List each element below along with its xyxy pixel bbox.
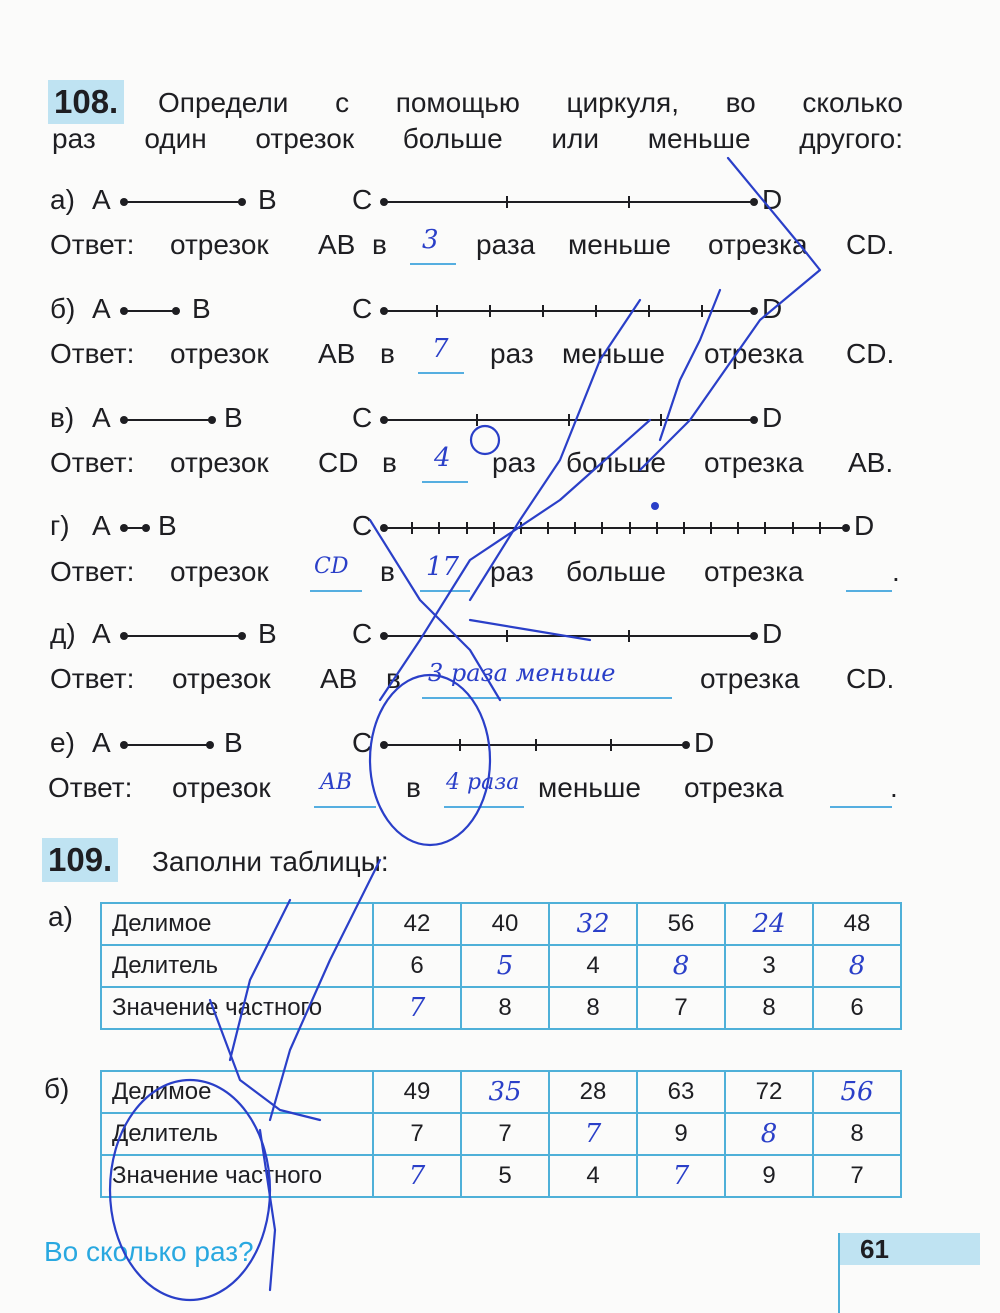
answer-blank[interactable] — [310, 590, 362, 592]
answer-blank[interactable] — [410, 263, 456, 265]
point-b — [206, 741, 214, 749]
answer-word: отрезок — [170, 447, 269, 478]
table-cell[interactable] — [461, 1071, 549, 1113]
point-a — [120, 198, 128, 206]
answer-word: отрезок — [170, 556, 269, 587]
tick — [466, 522, 468, 534]
word: во — [725, 87, 756, 118]
answer-first-handwritten: CD — [314, 554, 349, 579]
tick — [792, 522, 794, 534]
answer-blank[interactable] — [422, 697, 672, 699]
point-a-label: A — [92, 402, 111, 433]
table-row — [101, 987, 901, 1029]
point-b-label: B — [224, 402, 243, 433]
tick — [656, 522, 658, 534]
point-a — [120, 741, 128, 749]
table-cell: 28 — [549, 1071, 637, 1113]
answer-word: отрезок — [170, 338, 269, 369]
answer-rest: меньше — [538, 772, 641, 803]
point-d — [750, 632, 758, 640]
table-cell: 9 — [725, 1155, 813, 1197]
table-cell: 8 — [461, 987, 549, 1029]
answer-blank[interactable] — [830, 806, 892, 808]
table-row — [101, 1113, 901, 1155]
table-cell[interactable] — [725, 1113, 813, 1155]
table-cell: 5 — [461, 1155, 549, 1197]
answer-prefix: Ответ: — [50, 663, 135, 694]
tick — [493, 522, 495, 534]
tick — [601, 522, 603, 534]
tick — [595, 305, 597, 317]
handwritten-cell-value: 8 — [672, 951, 690, 981]
answer-rest: отрезка — [704, 447, 804, 478]
tick — [610, 739, 612, 751]
point-b — [172, 307, 180, 315]
handwritten-cell-value: 7 — [672, 1161, 690, 1191]
point-d-label: D — [762, 618, 783, 649]
segment-cd — [384, 310, 754, 312]
task-108-line-1 — [158, 86, 903, 120]
answer-rest: CD. — [846, 229, 895, 260]
point-b — [208, 416, 216, 424]
answer-filled: 3 — [422, 225, 439, 255]
word: с — [335, 87, 350, 118]
point-b-label: B — [258, 184, 277, 215]
segment-cd — [384, 744, 686, 746]
point-a-label: A — [92, 727, 111, 758]
answer-rest: раз — [490, 556, 534, 587]
tick — [660, 414, 662, 426]
word: меньше — [647, 123, 751, 154]
table-cell: 4 — [549, 945, 637, 987]
table-cell: 7 — [373, 1113, 461, 1155]
tick — [411, 522, 413, 534]
item-letter: б) — [50, 293, 76, 324]
tick — [547, 522, 549, 534]
answer-first: AB — [318, 229, 356, 260]
item-letter: а) — [50, 184, 75, 215]
point-b-label: B — [192, 293, 211, 324]
answer-rest: меньше — [562, 338, 665, 369]
answer-filled: 4 — [434, 443, 451, 473]
answer-e — [48, 772, 908, 812]
word: отрезок — [255, 123, 355, 154]
word: раз — [52, 123, 96, 154]
task-109-title: Заполни таблицы: — [152, 846, 389, 877]
answer-prefix: Ответ: — [48, 772, 133, 803]
table-a — [100, 902, 902, 1030]
point-c — [380, 198, 388, 206]
answer-rest: отрезка — [704, 338, 804, 369]
answer-filled: 3 раза меньше — [428, 659, 616, 687]
point-d-label: D — [694, 727, 715, 758]
segment-ab — [124, 310, 176, 312]
point-d — [750, 307, 758, 315]
segment-ab — [124, 635, 242, 637]
word: циркуля, — [566, 87, 679, 118]
table-cell: 72 — [725, 1071, 813, 1113]
word: или — [551, 123, 600, 154]
table-cell[interactable] — [549, 903, 637, 945]
point-c — [380, 741, 388, 749]
segment-ab — [124, 419, 212, 421]
tick — [476, 414, 478, 426]
point-d — [750, 416, 758, 424]
table-cell: 9 — [637, 1113, 725, 1155]
handwritten-cell-value: 8 — [760, 1119, 778, 1149]
answer-blank[interactable] — [422, 481, 468, 483]
task-108-number: 108. — [48, 80, 124, 124]
point-d — [750, 198, 758, 206]
answer-blank[interactable] — [314, 806, 376, 808]
handwritten-cell-value: 24 — [752, 909, 786, 939]
tick — [535, 739, 537, 751]
table-cell[interactable] — [813, 1071, 901, 1113]
point-a — [120, 416, 128, 424]
tick — [438, 522, 440, 534]
tick — [710, 522, 712, 534]
answer-prefix: Ответ: — [50, 229, 135, 260]
answer-filled: 7 — [432, 334, 449, 364]
answer-word: отрезок — [170, 229, 269, 260]
item-letter: д) — [50, 618, 76, 649]
table-cell: 8 — [725, 987, 813, 1029]
row-header: Делимое — [101, 903, 373, 945]
tick — [764, 522, 766, 534]
point-a-label: A — [92, 618, 111, 649]
tick — [737, 522, 739, 534]
answer-rest: меньше — [568, 229, 671, 260]
task-108-line-2 — [52, 122, 903, 156]
word: помощью — [395, 87, 520, 118]
answer-filled: 17 — [426, 552, 460, 582]
answer-rest: раз — [492, 447, 536, 478]
point-c-label: C — [352, 184, 373, 215]
segments-v — [50, 402, 950, 436]
table-cell: 63 — [637, 1071, 725, 1113]
handwritten-cell-value: 7 — [408, 1161, 426, 1191]
table-cell: 49 — [373, 1071, 461, 1113]
tick — [520, 522, 522, 534]
point-b — [238, 198, 246, 206]
handwritten-cell-value: 32 — [576, 909, 610, 939]
table-cell: 7 — [637, 987, 725, 1029]
tick — [574, 522, 576, 534]
answer-in: в — [380, 556, 395, 587]
handwritten-cell-value: 56 — [840, 1077, 874, 1107]
tick — [628, 630, 630, 642]
answer-first: AB — [320, 663, 358, 694]
point-c — [380, 524, 388, 532]
answer-in: в — [406, 772, 421, 803]
segments-a — [50, 184, 950, 218]
point-d-label: D — [762, 184, 783, 215]
word: сколько — [802, 87, 903, 118]
table-b — [100, 1070, 902, 1198]
table-cell: 3 — [725, 945, 813, 987]
answer-end: . — [892, 556, 900, 587]
segment-cd — [384, 419, 754, 421]
table-cell: 56 — [637, 903, 725, 945]
point-b — [238, 632, 246, 640]
answer-blank[interactable] — [444, 806, 524, 808]
answer-rest: CD. — [846, 338, 895, 369]
handwritten-cell-value: 5 — [496, 951, 514, 981]
task-109-number: 109. — [42, 838, 118, 882]
point-a — [120, 307, 128, 315]
answer-rest: раз — [490, 338, 534, 369]
answer-blank[interactable] — [846, 590, 892, 592]
row-header: Значение частного — [101, 987, 373, 1029]
table-cell: 4 — [549, 1155, 637, 1197]
table-row — [101, 903, 901, 945]
answer-rest: отрезка — [684, 772, 784, 803]
point-d — [842, 524, 850, 532]
segments-e — [50, 727, 950, 761]
segments-b — [50, 293, 950, 327]
point-d-label: D — [762, 402, 783, 433]
row-header: Делитель — [101, 945, 373, 987]
table-cell[interactable] — [461, 945, 549, 987]
table-a-label: а) — [48, 901, 73, 932]
answer-rest: отрезка — [700, 663, 800, 694]
answer-v — [50, 443, 910, 487]
answer-in: в — [380, 338, 395, 369]
table-cell: 7 — [813, 1155, 901, 1197]
table-cell: 7 — [461, 1113, 549, 1155]
point-d-label: D — [854, 510, 875, 541]
handwritten-cell-value: 8 — [848, 951, 866, 981]
table-cell[interactable] — [373, 987, 461, 1029]
handwritten-cell-value: 7 — [408, 993, 426, 1023]
answer-rest: CD. — [846, 663, 895, 694]
table-row — [101, 1155, 901, 1197]
segment-ab — [124, 527, 146, 529]
point-c — [380, 307, 388, 315]
segment-cd — [384, 635, 754, 637]
point-c — [380, 416, 388, 424]
item-letter: в) — [50, 402, 75, 433]
answer-g — [50, 552, 910, 596]
point-c — [380, 632, 388, 640]
point-b-label: B — [258, 618, 277, 649]
answer-first-handwritten: AB — [320, 770, 353, 795]
answer-rest: раза — [476, 229, 536, 260]
point-d-label: D — [762, 293, 783, 324]
answer-blank[interactable] — [418, 372, 464, 374]
segments-g — [50, 510, 950, 544]
tick — [568, 414, 570, 426]
section-title: Во сколько раз? — [44, 1236, 254, 1267]
answer-first: AB — [318, 338, 356, 369]
tick — [506, 630, 508, 642]
point-b-label: B — [224, 727, 243, 758]
point-b-label: B — [158, 510, 177, 541]
point-a-label: A — [92, 184, 111, 215]
answer-end: . — [890, 772, 898, 803]
item-letter: е) — [50, 727, 75, 758]
tick — [628, 196, 630, 208]
segments-d — [50, 618, 950, 652]
answer-in: в — [386, 663, 401, 694]
table-cell: 8 — [549, 987, 637, 1029]
row-header: Делимое — [101, 1071, 373, 1113]
tick — [489, 305, 491, 317]
tick — [629, 522, 631, 534]
row-header: Делитель — [101, 1113, 373, 1155]
answer-word: отрезок — [172, 663, 271, 694]
page-number: 61 — [840, 1233, 980, 1265]
answer-a — [50, 225, 910, 269]
item-letter: г) — [50, 510, 70, 541]
tick — [648, 305, 650, 317]
table-cell: 42 — [373, 903, 461, 945]
answer-rest: больше — [566, 556, 666, 587]
table-cell: 48 — [813, 903, 901, 945]
table-b-label: б) — [44, 1073, 70, 1104]
answer-first: CD — [318, 447, 359, 478]
answer-in: в — [372, 229, 387, 260]
point-a — [120, 632, 128, 640]
tick — [506, 196, 508, 208]
answer-rest: отрезка — [704, 556, 804, 587]
point-a-label: A — [92, 510, 111, 541]
answer-rest: отрезка — [708, 229, 808, 260]
answer-in: в — [382, 447, 397, 478]
table-cell[interactable] — [637, 945, 725, 987]
word: Определи — [158, 87, 289, 118]
word: один — [144, 123, 207, 154]
tick — [459, 739, 461, 751]
tick — [819, 522, 821, 534]
table-cell: 6 — [813, 987, 901, 1029]
answer-prefix: Ответ: — [50, 447, 135, 478]
tick — [701, 305, 703, 317]
segment-cd — [384, 201, 754, 203]
table-row — [101, 1071, 901, 1113]
answer-word: отрезок — [172, 772, 271, 803]
table-cell[interactable] — [637, 1155, 725, 1197]
point-b — [142, 524, 150, 532]
answer-filled: 4 раза — [446, 770, 520, 795]
answer-rest: AB. — [848, 447, 894, 478]
point-c-label: C — [352, 402, 373, 433]
point-a-label: A — [92, 293, 111, 324]
table-cell[interactable] — [549, 1113, 637, 1155]
word: другого: — [799, 123, 903, 154]
table-cell: 40 — [461, 903, 549, 945]
tick — [436, 305, 438, 317]
segment-ab — [124, 744, 210, 746]
answer-prefix: Ответ: — [50, 338, 135, 369]
table-cell[interactable] — [725, 903, 813, 945]
table-cell[interactable] — [373, 1155, 461, 1197]
table-row — [101, 945, 901, 987]
answer-prefix: Ответ: — [50, 556, 135, 587]
tick — [542, 305, 544, 317]
tick — [683, 522, 685, 534]
row-header: Значение частного — [101, 1155, 373, 1197]
point-d — [682, 741, 690, 749]
point-c-label: C — [352, 618, 373, 649]
point-a — [120, 524, 128, 532]
point-c-label: C — [352, 510, 373, 541]
table-cell[interactable] — [813, 945, 901, 987]
point-c-label: C — [352, 727, 373, 758]
segment-ab — [124, 201, 242, 203]
answer-d — [50, 659, 910, 703]
handwritten-cell-value: 7 — [584, 1119, 602, 1149]
answer-b — [50, 334, 910, 378]
answer-rest: больше — [566, 447, 666, 478]
segment-cd — [384, 527, 846, 529]
point-c-label: C — [352, 293, 373, 324]
word: больше — [402, 123, 503, 154]
answer-blank[interactable] — [420, 590, 470, 592]
table-cell: 6 — [373, 945, 461, 987]
handwritten-cell-value: 35 — [488, 1077, 522, 1107]
table-cell: 8 — [813, 1113, 901, 1155]
